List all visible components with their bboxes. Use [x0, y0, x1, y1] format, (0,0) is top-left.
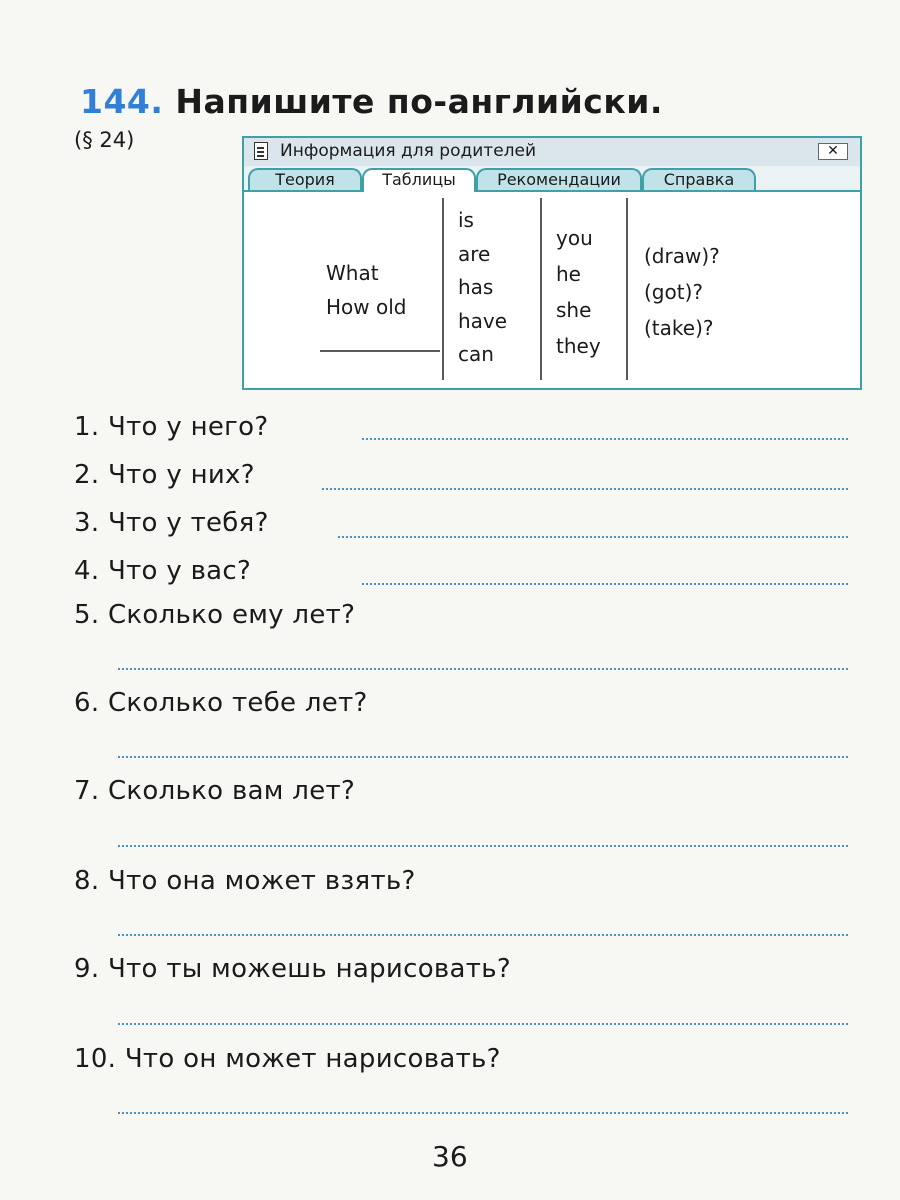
- answer-line-9[interactable]: [118, 1023, 848, 1025]
- table-cell: can: [458, 342, 494, 366]
- table-cell: How old: [326, 295, 407, 319]
- close-button[interactable]: ✕: [818, 143, 848, 160]
- row-divider: [320, 350, 440, 352]
- table-cell: has: [458, 275, 494, 299]
- table-cell: (draw)?: [644, 244, 720, 268]
- grammar-table: [244, 192, 860, 388]
- table-cell: (take)?: [644, 316, 714, 340]
- question-7: 7. Сколько вам лет?: [74, 776, 356, 806]
- column-divider: [442, 198, 444, 380]
- table-col-pronouns: [556, 220, 601, 364]
- question-8: 8. Что она может взять?: [74, 866, 416, 896]
- question-2: 2. Что у них?: [74, 460, 255, 490]
- table-cell: they: [556, 334, 601, 358]
- window-titlebar: [244, 138, 860, 167]
- table-cell: are: [458, 241, 491, 266]
- table-cell: you: [556, 226, 593, 250]
- table-cell: is: [458, 208, 474, 232]
- exercise-number: 144.: [80, 82, 164, 121]
- exercise-title: Напишите по-английски.: [175, 82, 663, 121]
- question-3: 3. Что у тебя?: [74, 508, 269, 538]
- tab-bar: [244, 166, 860, 192]
- exercise-reference: (§ 24): [74, 128, 135, 152]
- tab-reference[interactable]: Справка: [642, 168, 756, 190]
- tab-tables[interactable]: Таблицы: [362, 168, 476, 192]
- answer-line-3[interactable]: [338, 536, 848, 538]
- table-col-actions: [644, 238, 720, 346]
- tab-recommendations[interactable]: Рекомендации: [476, 168, 642, 190]
- table-cell: What: [326, 261, 379, 285]
- answer-line-1[interactable]: [362, 438, 848, 440]
- table-cell: (got)?: [644, 280, 703, 304]
- info-window: [242, 136, 862, 390]
- question-5: 5. Сколько ему лет?: [74, 600, 356, 630]
- table-cell: he: [556, 262, 581, 286]
- answer-line-5[interactable]: [118, 668, 848, 670]
- table-cell: have: [458, 308, 508, 333]
- answer-line-7[interactable]: [118, 845, 848, 847]
- answer-line-10[interactable]: [118, 1112, 848, 1114]
- page-number: 36: [432, 1140, 468, 1173]
- answer-line-6[interactable]: [118, 756, 848, 758]
- document-icon: [254, 142, 268, 160]
- answer-line-2[interactable]: [322, 488, 848, 490]
- question-1: 1. Что у него?: [74, 412, 269, 442]
- column-divider: [540, 198, 542, 380]
- exercise-heading: [80, 82, 663, 121]
- question-9: 9. Что ты можешь нарисовать?: [74, 954, 511, 984]
- answer-line-4[interactable]: [362, 583, 848, 585]
- question-4: 4. Что у вас?: [74, 556, 252, 586]
- answer-line-8[interactable]: [118, 934, 848, 936]
- question-10: 10. Что он может нарисовать?: [74, 1044, 501, 1074]
- table-col-question-words: [326, 256, 406, 324]
- question-6: 6. Сколько тебе лет?: [74, 688, 368, 718]
- column-divider: [626, 198, 628, 380]
- table-cell: she: [556, 298, 592, 322]
- tab-theory[interactable]: Теория: [248, 168, 362, 190]
- table-col-verbs: [458, 204, 507, 372]
- window-title: Информация для родителей: [280, 141, 537, 161]
